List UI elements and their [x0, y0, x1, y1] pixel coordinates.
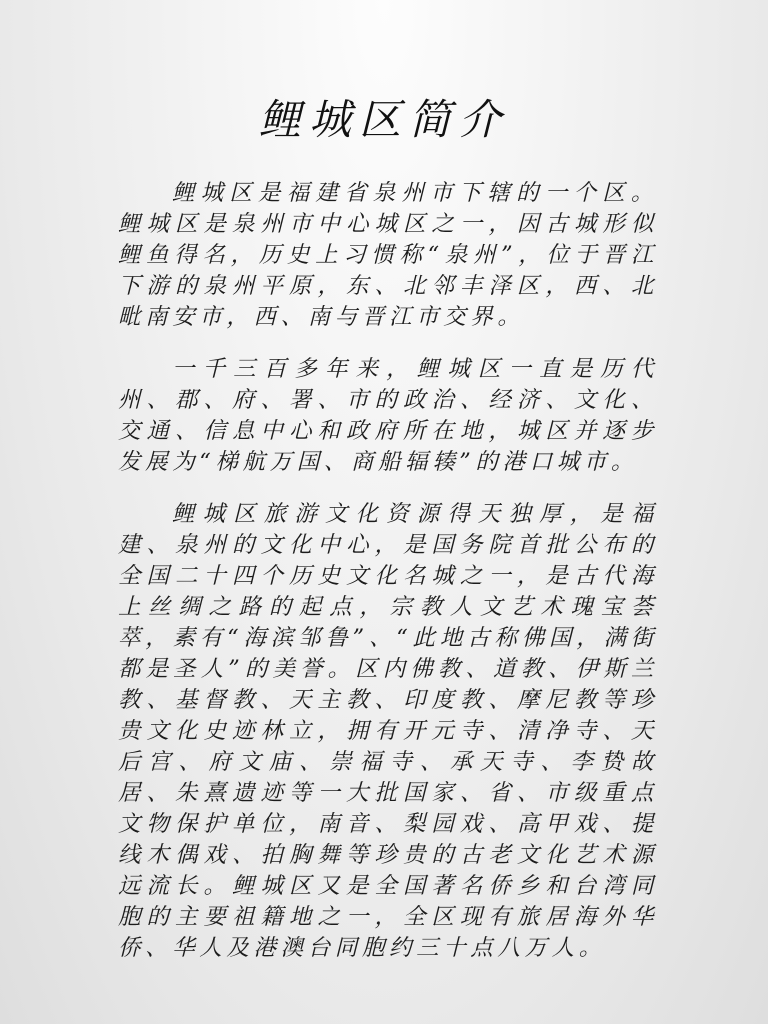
paragraph-1: 鲤城区是福建省泉州市下辖的一个区。鲤城区是泉州市中心城区之一，因古城形似鲤鱼得名，历史上习惯称“泉州”，位于晋江下游的泉州平原，东、北邻丰泽区，西、北毗南安市，西、南与晋江市交界。	[118, 180, 658, 330]
paragraph-2: 一千三百多年来，鲤城区一直是历代州、郡、府、署、市的政治、经济、文化、交通、信息中心和政府所在地，城区并逐步发展为“梯航万国、商船辐辏”的港口城市。	[118, 356, 658, 475]
paragraph-3: 鲤城区旅游文化资源得天独厚，是福建、泉州的文化中心，是国务院首批公布的全国二十四个历史文化名城之一，是古代海上丝绸之路的起点，宗教人文艺术瑰宝荟萃，素有“海滨邹鲁”、“此地古称佛国，满街都是圣人”的美誉。区内佛教、道教、伊斯兰教、基督教、天主教、印度教、摩尼教等珍贵文化史迹林立，拥有开元寺、清净寺、天后宫、府文庙、崇福寺、承天寺、李贽故居、朱熹遗迹等一大批国家、省、市级重点文物保护单位，南音、梨园戏、高甲戏、提线木偶戏、拍胸舞等珍贵的古老文化艺术源远流长。鲤城区又是全国著名侨乡和台湾同胞的主要祖籍地之一，全区现有旅居海外华侨、华人及港澳台同胞约三十点八万人。	[118, 501, 658, 961]
page-title: 鲤城区简介	[258, 95, 509, 144]
body-text	[118, 178, 658, 985]
